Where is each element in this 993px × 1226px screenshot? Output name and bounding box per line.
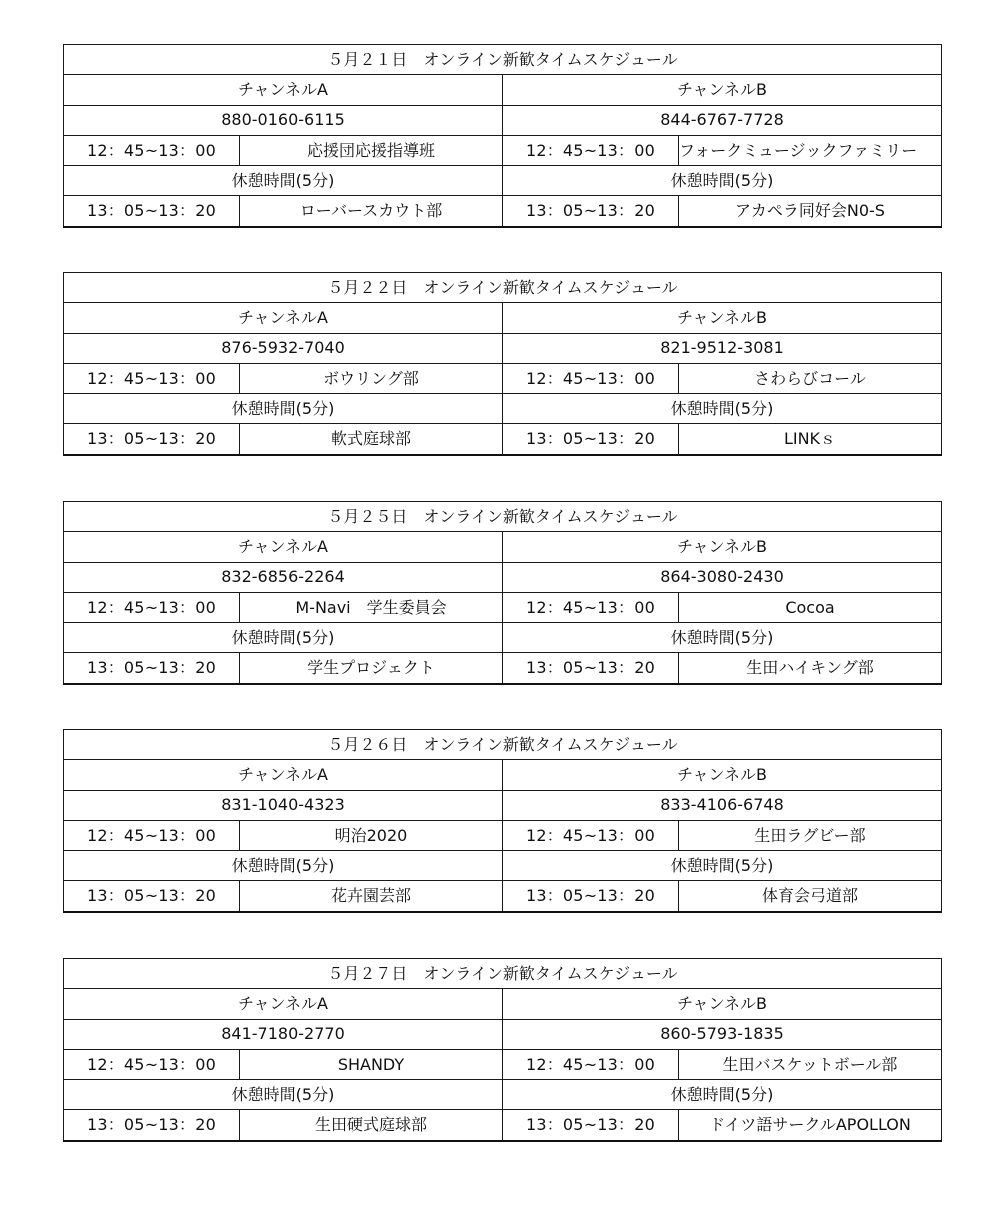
slot2-row — [64, 653, 942, 684]
meeting-id-row — [64, 562, 942, 592]
channel-a-break: 休憩時間(5分) — [64, 623, 503, 653]
channel-b-label: チャンネルB — [503, 989, 942, 1019]
channel-a-slot2-club: 花卉園芸部 — [240, 881, 503, 912]
break-row — [64, 394, 942, 424]
channel-a-slot1-time: 12：45~13：00 — [64, 820, 240, 850]
channel-b-break: 休憩時間(5分) — [503, 1080, 942, 1110]
channel-b-slot1-time: 12：45~13：00 — [503, 1049, 679, 1079]
schedule-table-0522 — [63, 272, 942, 456]
channel-b-label: チャンネルB — [503, 75, 942, 105]
schedule-table-0525 — [63, 501, 942, 685]
meeting-id-row — [64, 1019, 942, 1049]
channel-a-slot2-club: 生田硬式庭球部 — [240, 1110, 503, 1141]
slot2-row — [64, 196, 942, 227]
channel-a-slot1-time: 12：45~13：00 — [64, 363, 240, 393]
channel-b-slot2-club: LINKｓ — [679, 424, 942, 455]
schedule-title: ５月２７日 オンライン新歓タイムスケジュール — [64, 959, 942, 989]
channel-a-label: チャンネルA — [64, 532, 503, 562]
channel-a-slot1-club: M-Navi 学生委員会 — [240, 592, 503, 622]
channel-b-meeting-id: 860-5793-1835 — [503, 1019, 942, 1049]
channel-a-meeting-id: 880-0160-6115 — [64, 105, 503, 135]
channel-a-label: チャンネルA — [64, 303, 503, 333]
channel-label-row — [64, 303, 942, 333]
channel-b-label: チャンネルB — [503, 303, 942, 333]
channel-b-break: 休憩時間(5分) — [503, 851, 942, 881]
channel-b-slot1-club: さわらびコール — [679, 363, 942, 393]
channel-b-meeting-id: 833-4106-6748 — [503, 790, 942, 820]
channel-a-slot2-time: 13：05~13：20 — [64, 1110, 240, 1141]
channel-b-slot1-club: フォークミュージックファミリー — [679, 135, 942, 165]
channel-a-label: チャンネルA — [64, 75, 503, 105]
channel-a-slot1-time: 12：45~13：00 — [64, 135, 240, 165]
meeting-id-row — [64, 790, 942, 820]
channel-b-slot2-time: 13：05~13：20 — [503, 196, 679, 227]
meeting-id-row — [64, 333, 942, 363]
channel-a-meeting-id: 841-7180-2770 — [64, 1019, 503, 1049]
channel-a-slot2-club: 学生プロジェクト — [240, 653, 503, 684]
channel-a-slot1-club: 応援団応援指導班 — [240, 135, 503, 165]
channel-b-meeting-id: 844-6767-7728 — [503, 105, 942, 135]
channel-b-slot1-time: 12：45~13：00 — [503, 363, 679, 393]
title-row — [64, 45, 942, 75]
channel-a-slot2-time: 13：05~13：20 — [64, 653, 240, 684]
channel-a-label: チャンネルA — [64, 989, 503, 1019]
channel-label-row — [64, 532, 942, 562]
channel-a-label: チャンネルA — [64, 760, 503, 790]
title-row — [64, 273, 942, 303]
slot2-row — [64, 881, 942, 912]
slot1-row — [64, 1049, 942, 1079]
slot1-row — [64, 363, 942, 393]
slot2-row — [64, 424, 942, 455]
channel-b-label: チャンネルB — [503, 532, 942, 562]
meeting-id-row — [64, 105, 942, 135]
channel-b-slot2-club: 体育会弓道部 — [679, 881, 942, 912]
channel-b-slot2-time: 13：05~13：20 — [503, 424, 679, 455]
channel-a-break: 休憩時間(5分) — [64, 166, 503, 196]
channel-b-slot1-time: 12：45~13：00 — [503, 592, 679, 622]
channel-a-meeting-id: 831-1040-4323 — [64, 790, 503, 820]
title-row — [64, 959, 942, 989]
channel-b-break: 休憩時間(5分) — [503, 394, 942, 424]
channel-a-slot2-club: 軟式庭球部 — [240, 424, 503, 455]
slot1-row — [64, 820, 942, 850]
channel-b-slot1-club: 生田ラグビー部 — [679, 820, 942, 850]
schedule-title: ５月２１日 オンライン新歓タイムスケジュール — [64, 45, 942, 75]
schedule-title: ５月２６日 オンライン新歓タイムスケジュール — [64, 730, 942, 760]
channel-b-slot2-club: ドイツ語サークルAPOLLON — [679, 1110, 942, 1141]
channel-b-break: 休憩時間(5分) — [503, 166, 942, 196]
slot1-row — [64, 135, 942, 165]
break-row — [64, 623, 942, 653]
channel-b-slot2-club: 生田ハイキング部 — [679, 653, 942, 684]
break-row — [64, 851, 942, 881]
channel-b-label: チャンネルB — [503, 760, 942, 790]
break-row — [64, 1080, 942, 1110]
channel-b-break: 休憩時間(5分) — [503, 623, 942, 653]
channel-b-meeting-id: 821-9512-3081 — [503, 333, 942, 363]
schedule-title: ５月２５日 オンライン新歓タイムスケジュール — [64, 502, 942, 532]
channel-label-row — [64, 989, 942, 1019]
slot1-row — [64, 592, 942, 622]
channel-a-break: 休憩時間(5分) — [64, 851, 503, 881]
channel-b-slot2-time: 13：05~13：20 — [503, 881, 679, 912]
break-row — [64, 166, 942, 196]
channel-a-break: 休憩時間(5分) — [64, 394, 503, 424]
channel-label-row — [64, 75, 942, 105]
channel-a-break: 休憩時間(5分) — [64, 1080, 503, 1110]
channel-a-slot2-club: ローバースカウト部 — [240, 196, 503, 227]
schedule-table-0527 — [63, 958, 942, 1142]
title-row — [64, 502, 942, 532]
channel-a-slot1-club: ボウリング部 — [240, 363, 503, 393]
channel-b-slot1-club: 生田バスケットボール部 — [679, 1049, 942, 1079]
title-row — [64, 730, 942, 760]
schedule-table-0521 — [63, 44, 942, 228]
channel-a-meeting-id: 876-5932-7040 — [64, 333, 503, 363]
schedule-table-0526 — [63, 729, 942, 913]
schedule-title: ５月２２日 オンライン新歓タイムスケジュール — [64, 273, 942, 303]
channel-b-slot2-time: 13：05~13：20 — [503, 653, 679, 684]
channel-a-slot2-time: 13：05~13：20 — [64, 424, 240, 455]
channel-b-slot2-time: 13：05~13：20 — [503, 1110, 679, 1141]
channel-a-slot1-club: SHANDY — [240, 1049, 503, 1079]
channel-b-slot1-time: 12：45~13：00 — [503, 135, 679, 165]
channel-a-slot1-time: 12：45~13：00 — [64, 1049, 240, 1079]
channel-a-slot2-time: 13：05~13：20 — [64, 196, 240, 227]
channel-b-slot2-club: アカペラ同好会N0-S — [679, 196, 942, 227]
channel-b-slot1-time: 12：45~13：00 — [503, 820, 679, 850]
channel-label-row — [64, 760, 942, 790]
channel-a-slot2-time: 13：05~13：20 — [64, 881, 240, 912]
channel-b-slot1-club: Cocoa — [679, 592, 942, 622]
slot2-row — [64, 1110, 942, 1141]
channel-b-meeting-id: 864-3080-2430 — [503, 562, 942, 592]
channel-a-meeting-id: 832-6856-2264 — [64, 562, 503, 592]
channel-a-slot1-time: 12：45~13：00 — [64, 592, 240, 622]
channel-a-slot1-club: 明治2020 — [240, 820, 503, 850]
